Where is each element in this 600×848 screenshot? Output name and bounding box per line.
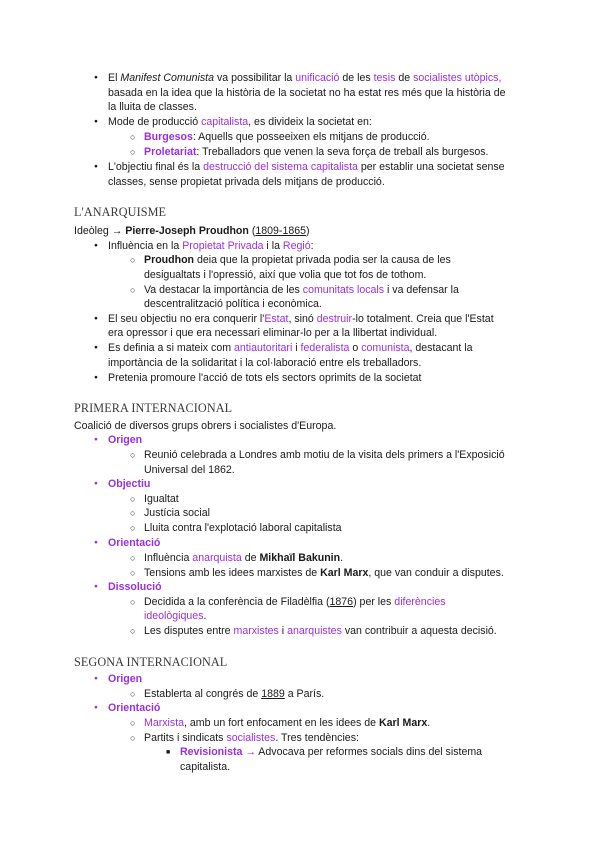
bullet-icon <box>94 312 98 328</box>
sub-bullet-icon <box>130 716 135 731</box>
primera-objectiu-1: Igualtat <box>144 493 179 505</box>
sub-bullet-icon <box>130 130 135 145</box>
segona-orientacio-label: Orientació <box>108 702 161 714</box>
sub-bullet-icon <box>130 687 135 702</box>
manifest-bullet-3-line-2: classes, sense propietat privada dels mitjans de producció. <box>108 176 385 188</box>
manifest-bullet-2: Mode de producció capitalista, es divideix la societat en: <box>108 116 372 128</box>
primera-intro: Coalició de diversos grups obrers i socialistes d'Europa. <box>74 420 337 432</box>
primera-objectiu-3: Lluita contra l'explotació laboral capitalista <box>144 522 342 534</box>
anarquisme-sub-1-line-2: desigualtats i l'opressió, així que volia que tot fos de tothom. <box>144 269 427 281</box>
anarquisme-bullet-3-line-2: importància de la solidaritat i la col·laboració entre els treballadors. <box>108 357 422 369</box>
bullet-icon <box>94 672 98 688</box>
primera-objectiu-2: Justícia social <box>144 507 210 519</box>
primera-dissolucio-1-line-2: ideològiques. <box>144 610 207 622</box>
bullet-icon <box>94 239 98 255</box>
sub-bullet-icon <box>130 448 135 463</box>
segona-tendencia-revisionista-line-1: Revisionista → Advocava per reformes socials dins del sistema <box>180 746 483 758</box>
primera-objectiu-label: Objectiu <box>108 478 151 490</box>
anarquisme-bullet-4: Pretenia promoure l'acció de tots els sectors oprimits de la societat <box>108 372 422 384</box>
manifest-bullet-1-line-1: El Manifest Comunista va possibilitar la unificació de les tesis de socialistes utòpics, <box>108 72 502 84</box>
bullet-icon <box>94 115 98 131</box>
primera-dissolucio-2: Les disputes entre marxistes i anarquistes van contribuir a aquesta decisió. <box>144 625 497 637</box>
sub-bullet-icon <box>130 595 135 610</box>
sub-bullet-icon <box>130 506 135 521</box>
anarquisme-bullet-1: Influència en la Propietat Privada i la Regió: <box>108 240 314 252</box>
primera-origen-line-1: Reunió celebrada a Londres amb motiu de la visita dels primers a l'Exposició <box>144 449 505 461</box>
segona-orientacio-2: Partits i sindicats socialistes. Tres tendències: <box>144 732 359 744</box>
sub-bullet-icon <box>130 253 135 268</box>
segona-orientacio-1: Marxista, amb un fort enfocament en les idees de Karl Marx. <box>144 717 431 729</box>
segona-tendencia-revisionista-line-2: capitalista. <box>180 761 231 773</box>
primera-orientacio-label: Orientació <box>108 537 161 549</box>
segona-origen-1: Establerta al congrés de 1889 a París. <box>144 688 325 700</box>
bullet-icon <box>94 341 98 357</box>
bullet-icon <box>94 701 98 717</box>
section-heading-segona: SEGONA INTERNACIONAL <box>74 655 228 669</box>
primera-orientacio-2: Tensions amb les idees marxistes de Karl Marx, que van conduir a disputes. <box>144 567 504 579</box>
bullet-icon <box>94 433 98 449</box>
primera-dissolucio-label: Dissolució <box>108 581 162 593</box>
sub-bullet-icon <box>130 145 135 160</box>
bullet-icon <box>94 477 98 493</box>
anarquisme-bullet-2-line-2: era opressor i que era necessari eliminar-lo per a la llibertat individual. <box>108 327 438 339</box>
primera-dissolucio-1-line-1: Decidida a la conferència de Filadèlfia (1876) per les diferències <box>144 596 446 608</box>
anarquisme-bullet-2-line-1: El seu objectiu no era conquerir l'Estat, sinó destruir-lo totalment. Creia que l'Estat <box>108 313 494 325</box>
sub-bullet-icon <box>130 624 135 639</box>
manifest-bullet-1-line-2: basada en la idea que la història de la societat no ha estat res més que la història de <box>108 87 506 99</box>
anarquisme-sub-2-line-1: Va destacar la importància de les comunitats locals i va defensar la <box>144 284 459 296</box>
sub-bullet-icon <box>130 551 135 566</box>
bullet-icon <box>94 536 98 552</box>
bullet-icon <box>94 371 98 387</box>
ideolog-line: Ideòleg → Pierre-Joseph Proudhon (1809-1865) <box>74 225 310 237</box>
segona-origen-label: Origen <box>108 673 143 685</box>
manifest-bullet-1-line-3: la lluita de classes. <box>108 101 197 113</box>
sub-bullet-icon <box>130 731 135 746</box>
primera-origen-label: Origen <box>108 434 143 446</box>
manifest-sub-proletariat: Proletariat: Treballadors que venen la seva força de treball als burgesos. <box>144 146 489 158</box>
manifest-sub-burgesos: Burgesos: Aquells que posseeixen els mitjans de producció. <box>144 131 430 143</box>
primera-origen-line-2: Universal del 1862. <box>144 464 235 476</box>
sub-bullet-icon <box>130 566 135 581</box>
sub-bullet-icon <box>130 283 135 298</box>
bullet-icon <box>94 71 98 87</box>
section-heading-primera: PRIMERA INTERNACIONAL <box>74 401 233 415</box>
primera-orientacio-1: Influència anarquista de Mikhaïl Bakunin. <box>144 552 344 564</box>
anarquisme-bullet-3-line-1: Es definia a si mateix com antiautoritari i federalista o comunista, destacant la <box>108 342 473 354</box>
sub-bullet-icon <box>130 521 135 536</box>
square-bullet-icon <box>166 745 170 761</box>
bullet-icon <box>94 160 98 176</box>
section-heading-anarquisme: L'ANARQUISME <box>74 205 167 219</box>
bullet-icon <box>94 580 98 596</box>
anarquisme-sub-2-line-2: descentralització política i econòmica. <box>144 298 322 310</box>
anarquisme-sub-1-line-1: Proudhon deia que la propietat privada podia ser la causa de les <box>144 254 451 266</box>
sub-bullet-icon <box>130 492 135 507</box>
manifest-bullet-3-line-1: L'objectiu final és la destrucció del sistema capitalista per establir una societat sense <box>108 161 505 173</box>
